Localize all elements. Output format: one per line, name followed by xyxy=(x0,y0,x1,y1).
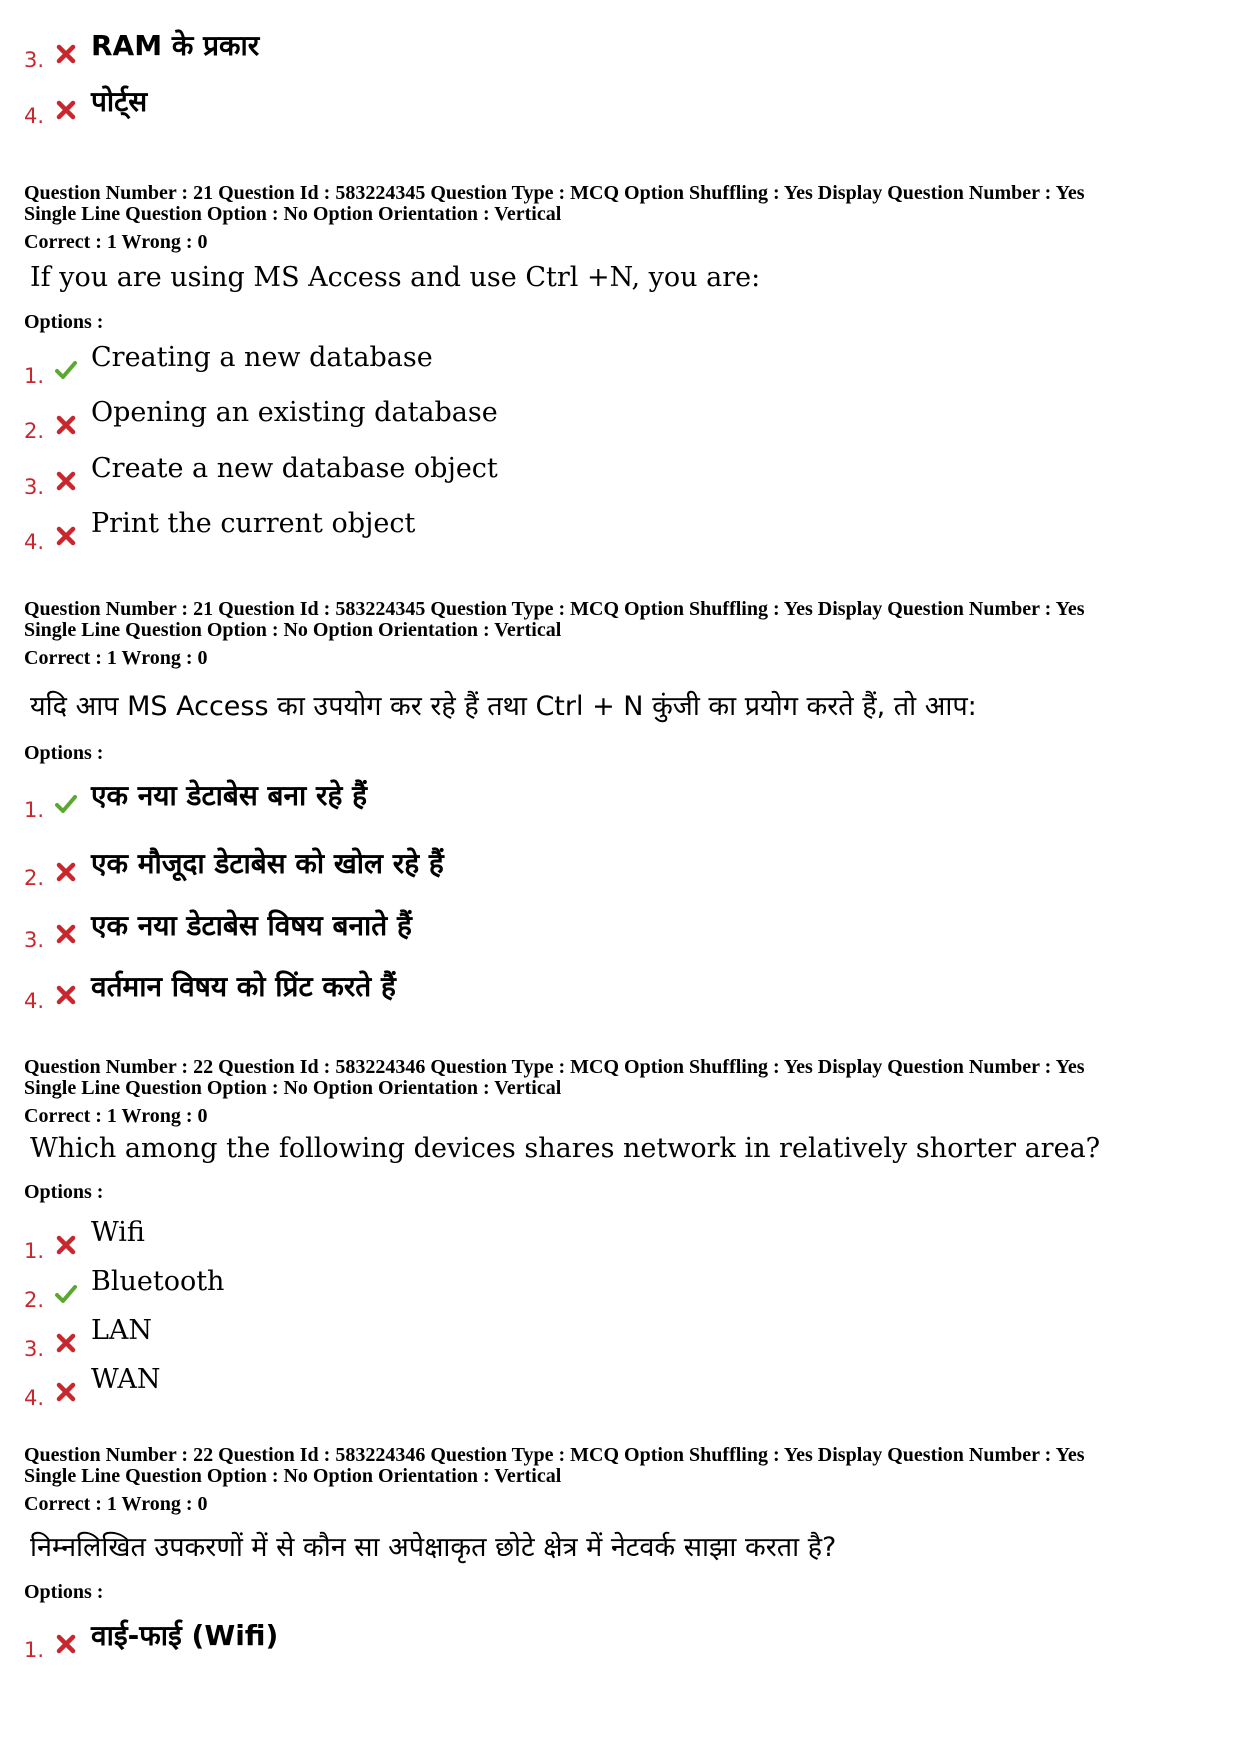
question-meta xyxy=(24,599,1084,641)
option-text: Wifi xyxy=(91,1217,145,1248)
options-label: Options : xyxy=(24,1181,104,1203)
option-number: 3. xyxy=(24,928,45,952)
option-text: एक नया डेटाबेस विषय बनाते हैं xyxy=(91,909,412,942)
option-text: वाई-फाई (Wifi) xyxy=(91,1619,279,1652)
question-meta xyxy=(24,1057,1084,1099)
marking-scheme: Correct : 1 Wrong : 0 xyxy=(24,1493,208,1515)
option-row xyxy=(24,902,1204,952)
marking-scheme: Correct : 1 Wrong : 0 xyxy=(24,1105,208,1127)
question-text: यदि आप MS Access का उपयोग कर रहे हैं तथा Ctrl + N कुंजी का प्रयोग करते हैं, तो आप: xyxy=(30,691,977,722)
wrong-cross-icon xyxy=(54,1331,78,1355)
options-label: Options : xyxy=(24,311,104,333)
option-number: 2. xyxy=(24,419,45,443)
correct-check-icon xyxy=(54,792,78,816)
option-number: 4. xyxy=(24,530,45,554)
wrong-cross-icon xyxy=(54,469,78,493)
wrong-cross-icon xyxy=(54,860,78,884)
option-number: 3. xyxy=(24,48,45,72)
wrong-cross-icon xyxy=(54,922,78,946)
wrong-cross-icon xyxy=(54,98,78,122)
option-text: वर्तमान विषय को प्रिंट करते हैं xyxy=(91,970,396,1003)
option-row xyxy=(24,1262,1204,1312)
option-number: 2. xyxy=(24,1288,45,1312)
option-text: एक नया डेटाबेस बना रहे हैं xyxy=(91,779,367,812)
option-row xyxy=(24,963,1204,1013)
meta-line-1: Question Number : 21 Question Id : 583224345 Question Type : MCQ Option Shuffling : Yes Display Question Number : Yes xyxy=(24,182,1085,204)
option-text: Creating a new database xyxy=(91,342,433,373)
option-number: 1. xyxy=(24,364,45,388)
option-row xyxy=(24,22,1204,72)
marking-scheme: Correct : 1 Wrong : 0 xyxy=(24,647,208,669)
option-number: 1. xyxy=(24,798,45,822)
meta-line-2: Single Line Question Option : No Option Orientation : Vertical xyxy=(24,1465,562,1487)
question-meta xyxy=(24,183,1084,225)
option-text: Print the current object xyxy=(91,508,416,539)
marking-scheme: Correct : 1 Wrong : 0 xyxy=(24,231,208,253)
option-text: एक मौजूदा डेटाबेस को खोल रहे हैं xyxy=(91,847,444,880)
option-number: 3. xyxy=(24,475,45,499)
option-row xyxy=(24,1612,1204,1662)
question-text: Which among the following devices shares network in relatively shorter area? xyxy=(30,1133,1101,1164)
option-row xyxy=(24,1311,1204,1361)
option-number: 4. xyxy=(24,104,45,128)
option-row xyxy=(24,840,1204,890)
wrong-cross-icon xyxy=(54,983,78,1007)
option-text: WAN xyxy=(91,1364,161,1395)
question-text: निम्नलिखित उपकरणों में से कौन सा अपेक्षाकृत छोटे क्षेत्र में नेटवर्क साझा करता है? xyxy=(30,1532,837,1563)
correct-check-icon xyxy=(54,1282,78,1306)
option-row xyxy=(24,1360,1204,1410)
wrong-cross-icon xyxy=(54,1632,78,1656)
wrong-cross-icon xyxy=(54,413,78,437)
meta-line-2: Single Line Question Option : No Option Orientation : Vertical xyxy=(24,619,562,641)
option-row xyxy=(24,449,1204,499)
option-text: Opening an existing database xyxy=(91,397,498,428)
option-number: 2. xyxy=(24,866,45,890)
meta-line-2: Single Line Question Option : No Option Orientation : Vertical xyxy=(24,1077,562,1099)
wrong-cross-icon xyxy=(54,1233,78,1257)
option-text: RAM के प्रकार xyxy=(91,29,260,62)
meta-line-2: Single Line Question Option : No Option Orientation : Vertical xyxy=(24,203,562,225)
option-number: 4. xyxy=(24,1386,45,1410)
meta-line-1: Question Number : 22 Question Id : 583224346 Question Type : MCQ Option Shuffling : Yes Display Question Number : Yes xyxy=(24,1056,1085,1078)
option-row xyxy=(24,504,1204,554)
option-row xyxy=(24,1213,1204,1263)
correct-check-icon xyxy=(54,358,78,382)
wrong-cross-icon xyxy=(54,42,78,66)
option-row xyxy=(24,393,1204,443)
question-meta xyxy=(24,1445,1084,1487)
option-row xyxy=(24,78,1204,128)
option-row xyxy=(24,338,1204,388)
option-text: पोर्ट्स xyxy=(91,85,148,118)
option-number: 4. xyxy=(24,989,45,1013)
option-text: Create a new database object xyxy=(91,453,498,484)
option-number: 3. xyxy=(24,1337,45,1361)
option-text: LAN xyxy=(91,1315,153,1346)
meta-line-1: Question Number : 22 Question Id : 583224346 Question Type : MCQ Option Shuffling : Yes Display Question Number : Yes xyxy=(24,1444,1085,1466)
option-number: 1. xyxy=(24,1239,45,1263)
wrong-cross-icon xyxy=(54,524,78,548)
options-label: Options : xyxy=(24,742,104,764)
wrong-cross-icon xyxy=(54,1380,78,1404)
meta-line-1: Question Number : 21 Question Id : 583224345 Question Type : MCQ Option Shuffling : Yes Display Question Number : Yes xyxy=(24,598,1085,620)
option-row xyxy=(24,772,1204,822)
option-text: Bluetooth xyxy=(91,1266,225,1297)
question-text: If you are using MS Access and use Ctrl +N, you are: xyxy=(30,262,761,293)
option-number: 1. xyxy=(24,1638,45,1662)
options-label: Options : xyxy=(24,1581,104,1603)
